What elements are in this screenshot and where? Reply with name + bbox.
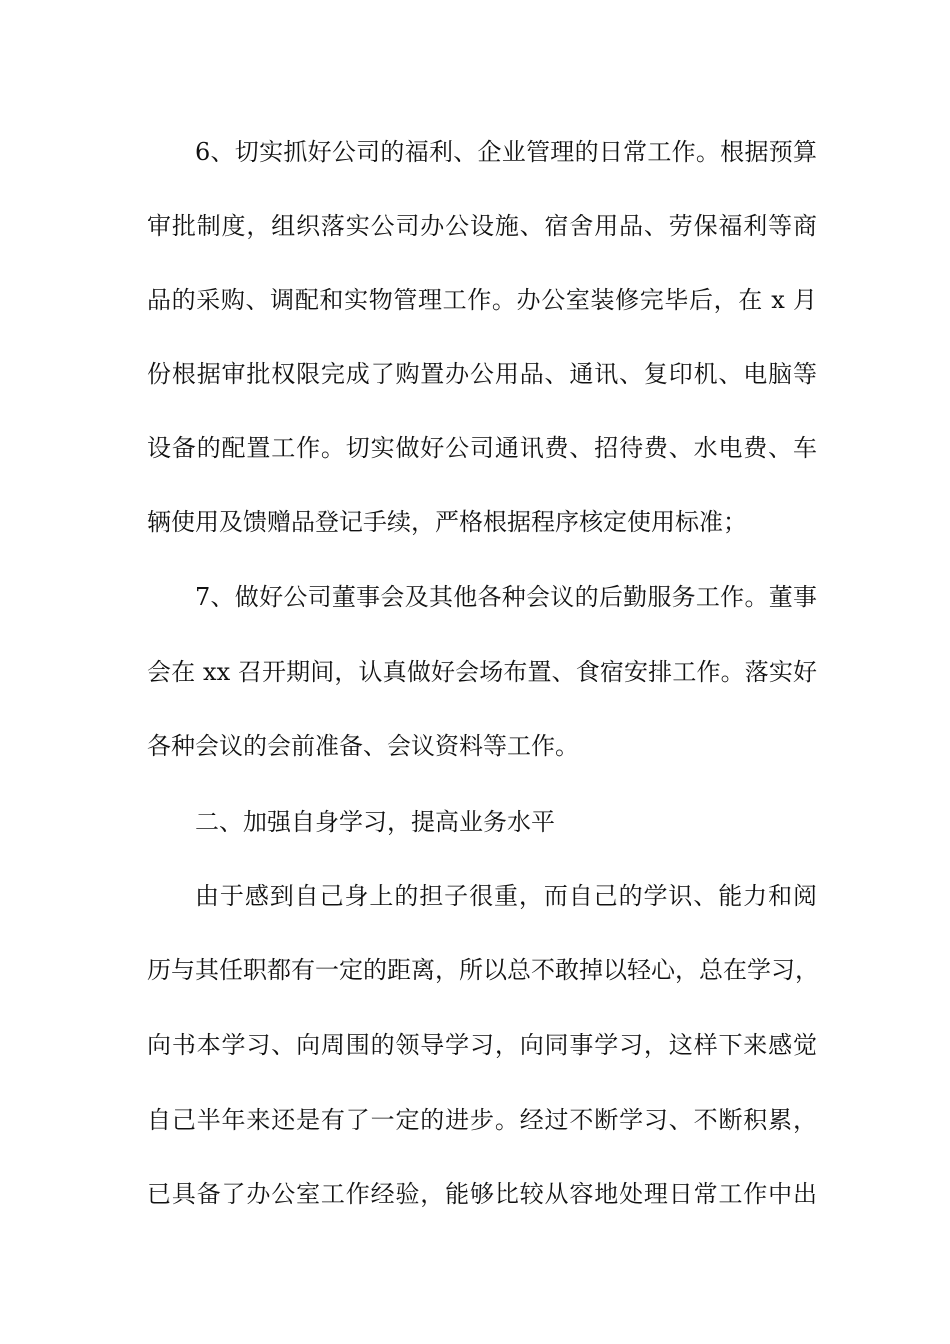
paragraph-study-line-2: 历与其任职都有一定的距离，所以总不敢掉以轻心，总在学习， xyxy=(147,956,819,984)
section-heading: 二、加强自身学习，提高业务水平 xyxy=(195,808,555,836)
paragraph-6-line-5: 设备的配置工作。切实做好公司通讯费、招待费、水电费、车 xyxy=(147,434,817,462)
paragraph-study-line-5: 已具备了办公室工作经验，能够比较从容地处理日常工作中出 xyxy=(147,1180,817,1208)
paragraph-7-line-1: 7、做好公司董事会及其他各种会议的后勤服务工作。董事 xyxy=(195,583,817,611)
paragraph-6-line-4: 份根据审批权限完成了购置办公用品、通讯、复印机、电脑等 xyxy=(147,360,817,388)
paragraph-6-line-3: 品的采购、调配和实物管理工作。办公室装修完毕后，在 x 月 xyxy=(147,286,817,314)
paragraph-7-line-3: 各种会议的会前准备、会议资料等工作。 xyxy=(147,732,579,760)
paragraph-6-line-6: 辆使用及馈赠品登记手续，严格根据程序核定使用标准； xyxy=(147,508,747,536)
paragraph-study-line-4: 自己半年来还是有了一定的进步。经过不断学习、不断积累， xyxy=(147,1106,817,1134)
paragraph-7-line-2: 会在 xx 召开期间，认真做好会场布置、食宿安排工作。落实好 xyxy=(147,658,817,686)
paragraph-6-line-1: 6、切实抓好公司的福利、企业管理的日常工作。根据预算 xyxy=(195,138,817,166)
paragraph-6-line-2: 审批制度，组织落实公司办公设施、宿舍用品、劳保福利等商 xyxy=(147,212,817,240)
paragraph-study-line-1: 由于感到自己身上的担子很重，而自己的学识、能力和阅 xyxy=(195,882,817,910)
paragraph-study-line-3: 向书本学习、向周围的领导学习，向同事学习，这样下来感觉 xyxy=(147,1031,817,1059)
